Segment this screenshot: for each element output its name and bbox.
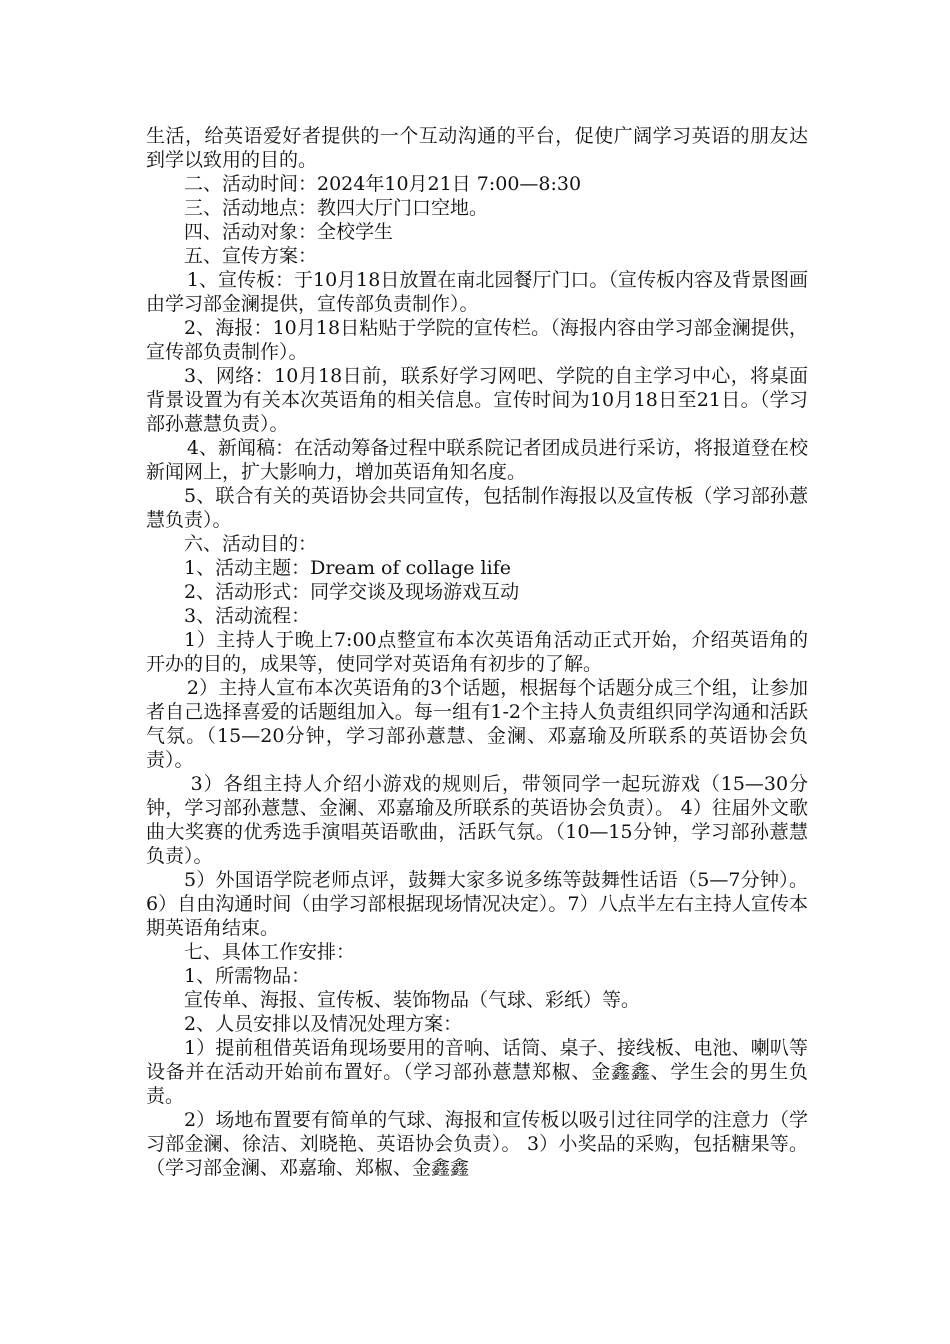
- paragraph-17: 3）各组主持人介绍小游戏的规则后，带领同学一起玩游戏（15—30分钟，学习部孙薏慧、金澜、邓嘉瑜及所联系的英语协会负责）。 4）往届外文歌曲大奖赛的优秀选手演唱英语歌曲，活跃气氛。（10—15分钟，学习部孙薏慧负责）。: [146, 773, 808, 867]
- paragraph-2: 二、活动时间：2024年10月21日 7:00—8:30: [184, 173, 582, 195]
- paragraph-7: 2、海报：10月18日粘贴于学院的宣传栏。（海报内容由学习部金澜提供，宣传部负责制作）。: [146, 317, 808, 363]
- paragraph-20: 1、所需物品：: [184, 965, 311, 987]
- paragraph-18: 5）外国语学院老师点评，鼓舞大家多说多练等鼓舞性话语（5—7分钟）。 6）自由沟通时间（由学习部根据现场情况决定）。7）八点半左右主持人宣传本期英语角结束。: [146, 869, 808, 939]
- paragraph-16: 2）主持人宣布本次英语角的3个话题，根据每个话题分成三个组，让参加者自己选择喜爱的话题组加入。每一组有1-2个主持人负责组织同学沟通和活跃气氛。（15—20分钟，学习部孙薏慧、金澜、邓嘉瑜及所联系的英语协会负责）。: [146, 677, 808, 771]
- paragraph-22: 2、人员安排以及情况处理方案：: [184, 1013, 463, 1035]
- paragraph-11: 六、活动目的：: [184, 533, 318, 555]
- paragraph-9: 4、新闻稿：在活动筹备过程中联系院记者团成员进行采访，将报道登在校新闻网上，扩大影响力，增加英语角知名度。: [146, 437, 808, 483]
- paragraph-3: 三、活动地点：教四大厅门口空地。: [184, 197, 489, 219]
- paragraph-4: 四、活动对象：全校学生: [184, 221, 394, 243]
- paragraph-23: 1）提前租借英语角现场要用的音响、话筒、桌子、接线板、电池、喇叭等设备并在活动开始前布置好。（学习部孙薏慧郑椒、金鑫鑫、学生会的男生负责。: [146, 1037, 808, 1107]
- paragraph-8: 3、网络：10月18日前，联系好学习网吧、学院的自主学习中心，将桌面背景设置为有关本次英语角的相关信息。宣传时间为10月18日至21日。（学习部孙薏慧负责）。: [146, 365, 808, 435]
- paragraph-5: 五、宣传方案：: [184, 245, 318, 267]
- paragraph-1: 生活，给英语爱好者提供的一个互动沟通的平台，促使广阔学习英语的朋友达到学以致用的目的。: [146, 125, 808, 171]
- paragraph-13: 2、活动形式：同学交谈及现场游戏互动: [184, 581, 520, 603]
- paragraph-12: 1、活动主题：Dream of collage life: [184, 557, 511, 579]
- paragraph-15: 1）主持人于晚上7:00点整宣布本次英语角活动正式开始，介绍英语角的开办的目的，成果等，使同学对英语角有初步的了解。: [146, 629, 808, 675]
- document-body: [146, 124, 808, 1180]
- paragraph-19: 七、具体工作安排：: [184, 941, 356, 963]
- paragraph-6: 1、宣传板：于10月18日放置在南北园餐厅门口。（宣传板内容及背景图画由学习部金澜提供，宣传部负责制作）。: [146, 269, 808, 315]
- paragraph-10: 5、联合有关的英语协会共同宣传，包括制作海报以及宣传板（学习部孙薏慧负责）。: [146, 485, 808, 531]
- paragraph-21: 宣传单、海报、宣传板、装饰物品（气球、彩纸）等。: [184, 989, 641, 1011]
- paragraph-24: 2）场地布置要有简单的气球、海报和宣传板以吸引过往同学的注意力（学习部金澜、徐洁、刘晓艳、英语协会负责）。 3）小奖品的采购，包括糖果等。（学习部金澜、邓嘉瑜、郑椒、金鑫鑫: [146, 1109, 808, 1179]
- paragraph-14: 3、活动流程：: [184, 605, 311, 627]
